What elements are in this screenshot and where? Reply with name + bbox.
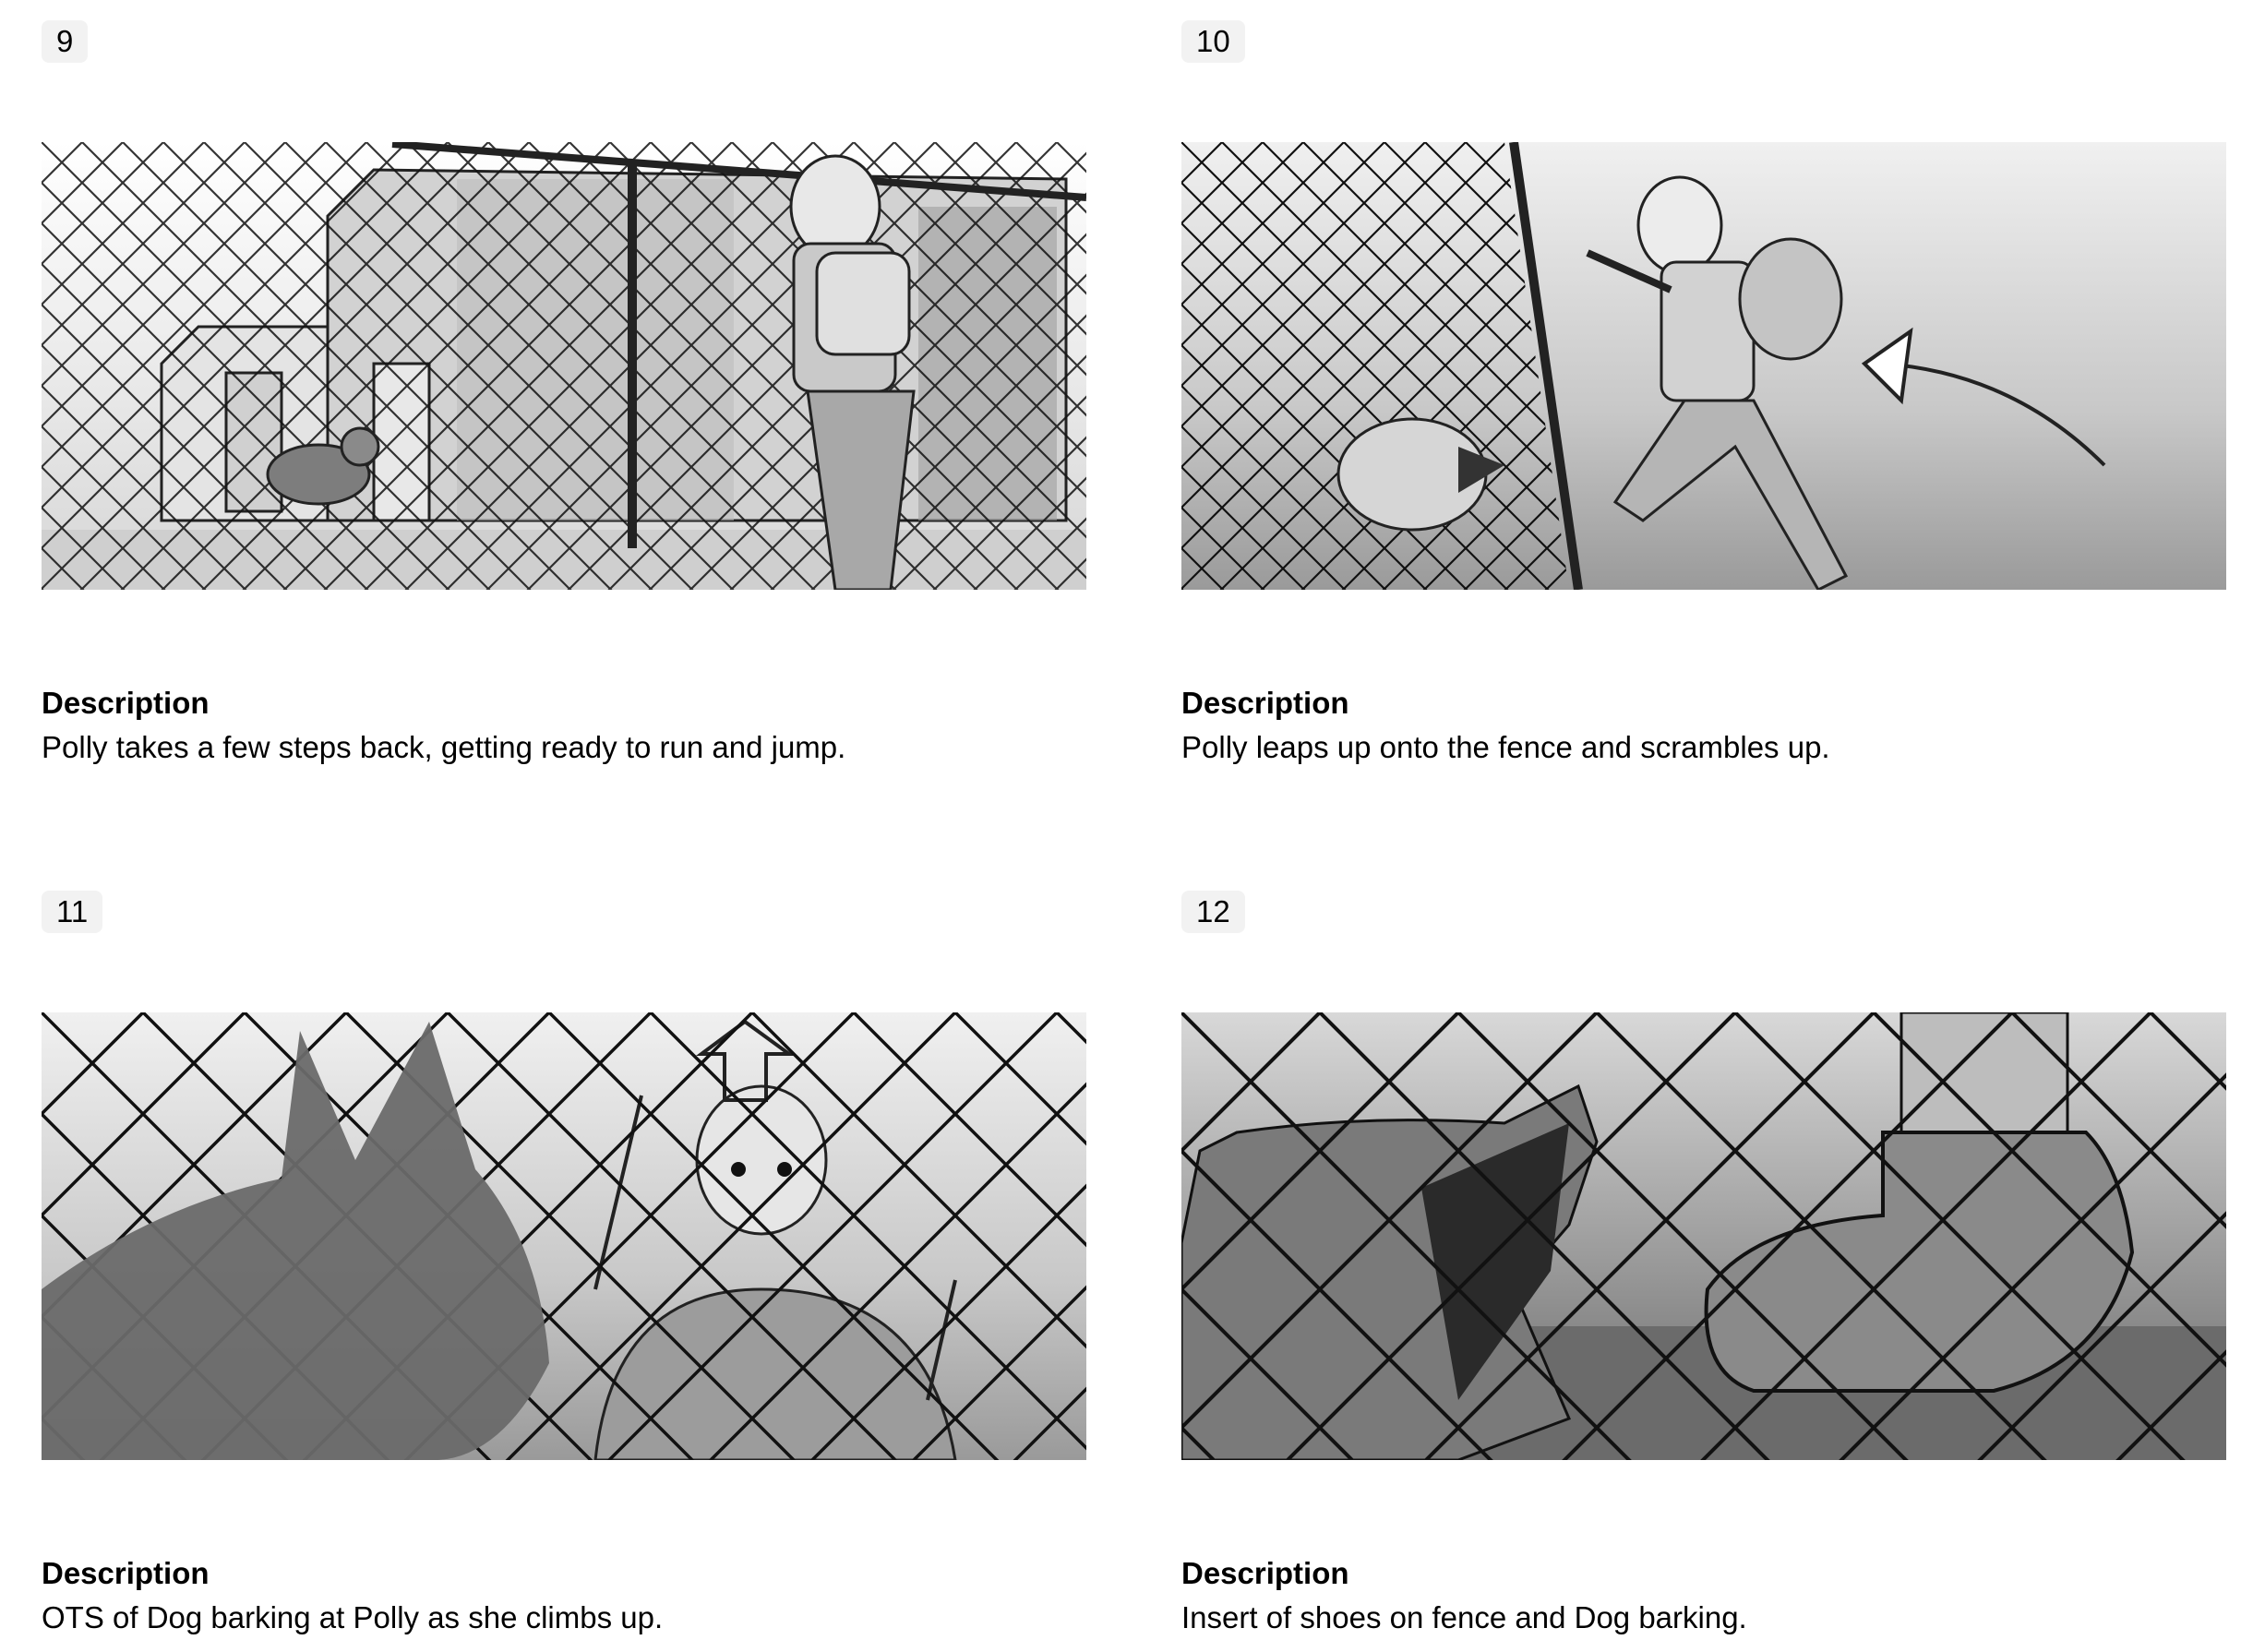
description-text: OTS of Dog barking at Polly as she climbs up. [42, 1600, 664, 1634]
panel-illustration [1181, 1012, 2226, 1460]
description-label: Description [42, 1556, 210, 1590]
description-text: Insert of shoes on fence and Dog barking. [1181, 1600, 1747, 1634]
description-label: Description [1181, 1556, 1349, 1590]
panel-illustration [1181, 142, 2226, 590]
panel-number-badge: 12 [1181, 891, 1245, 933]
description-text: Polly leaps up onto the fence and scrambles up. [1181, 730, 1830, 764]
panel-illustration [42, 1012, 1086, 1460]
description-label: Description [42, 686, 210, 720]
panel-illustration [42, 142, 1086, 590]
description-label: Description [1181, 686, 1349, 720]
panel-number-badge: 11 [42, 891, 102, 933]
panel-number-badge: 9 [42, 20, 88, 63]
panel-number-badge: 10 [1181, 20, 1245, 63]
description-text: Polly takes a few steps back, getting ready to run and jump. [42, 730, 846, 764]
